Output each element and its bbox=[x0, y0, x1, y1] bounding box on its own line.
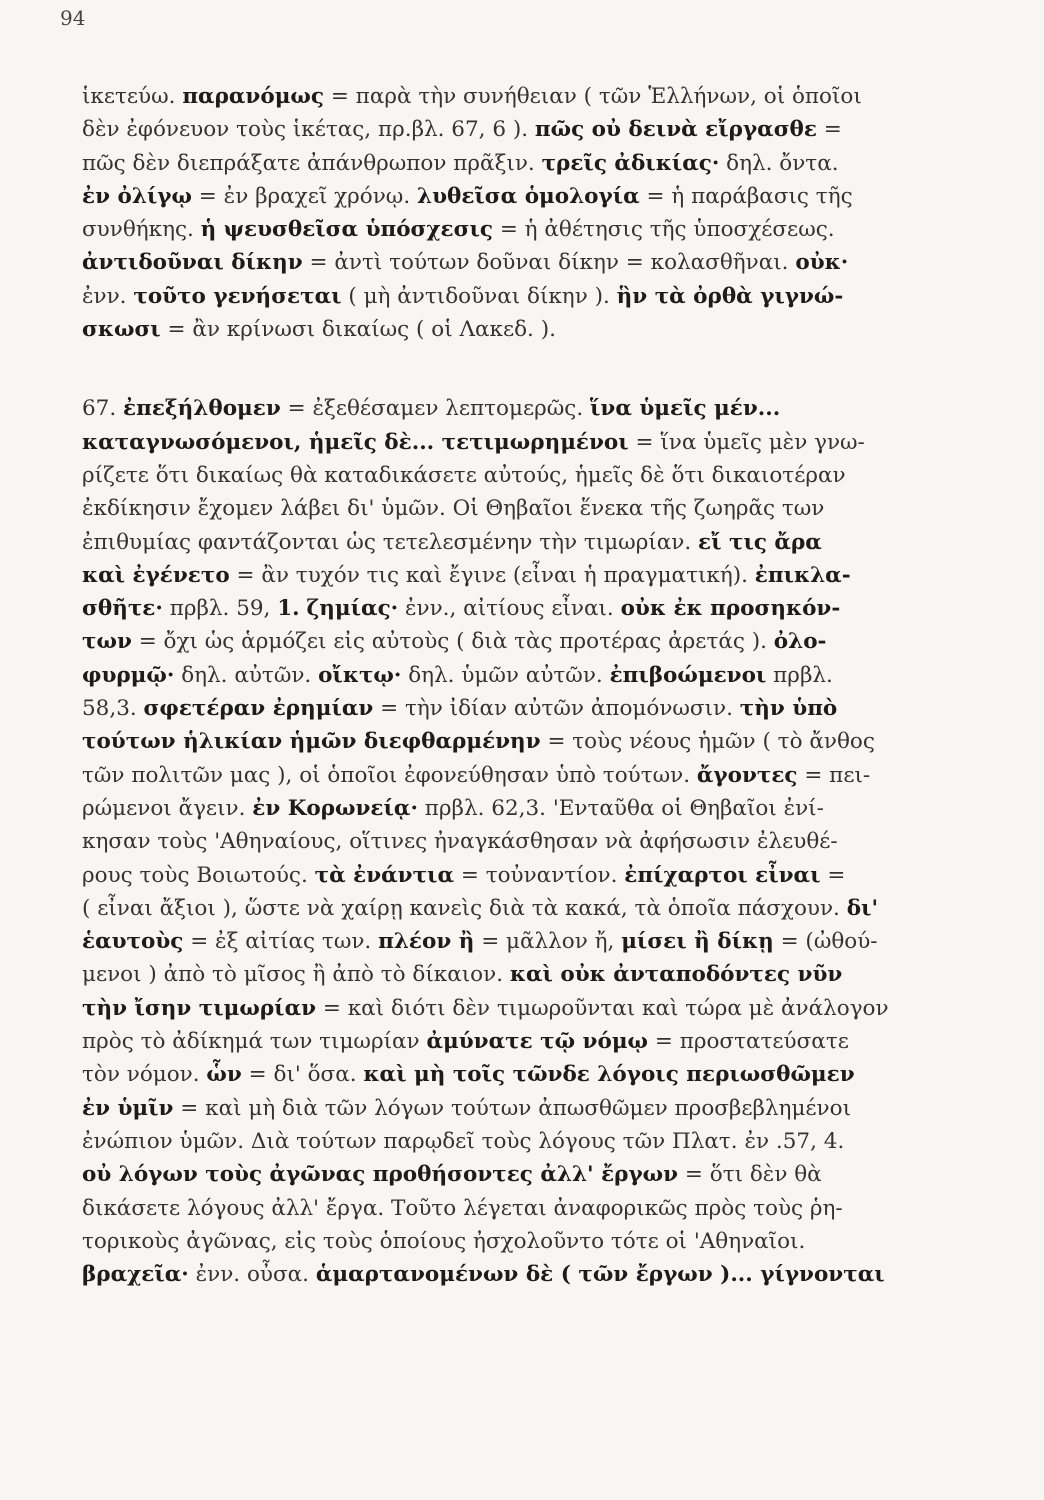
gloss-text: ἐνν., αἰτίους εἶναι. bbox=[398, 596, 621, 622]
text-line bbox=[82, 725, 962, 758]
gloss-text: ρίζετε ὅτι δικαίως θὰ καταδικάσετε αὐτούς, ἡμεῖς δὲ ὅτι δικαιοτέραν bbox=[82, 462, 846, 488]
text-line bbox=[82, 280, 962, 313]
page-number: 94 bbox=[60, 6, 86, 30]
lemma-bold: ἀμύνατε τῷ νόμῳ bbox=[426, 1029, 649, 1055]
gloss-text: = δι' ὅσα. bbox=[241, 1062, 364, 1088]
gloss-text: = (ὠθού- bbox=[773, 929, 878, 955]
lemma-bold: 1. bbox=[277, 596, 300, 622]
gloss-text: πρβλ. 59, bbox=[162, 596, 278, 622]
gloss-text: ρους τοὺς Βοιωτούς. bbox=[82, 862, 315, 888]
lemma-bold: ἐν Κορωνείᾳ· bbox=[252, 795, 418, 821]
gloss-text: = ἂν τυχόν τις καὶ ἔγινε (εἶναι ἡ πραγματική). bbox=[229, 562, 755, 588]
text-line bbox=[82, 246, 962, 279]
text-line bbox=[82, 147, 962, 180]
text-line bbox=[82, 692, 962, 725]
gloss-text: τὸν νόμον. bbox=[82, 1062, 207, 1088]
gloss-text: = ἵνα ὑμεῖς μὲν γνω- bbox=[628, 429, 865, 455]
lemma-bold: ὧν bbox=[206, 1062, 242, 1088]
text-line bbox=[82, 459, 962, 492]
gloss-text: = καὶ διότι δὲν τιμωροῦνται καὶ τώρα μὲ ἀνάλογον bbox=[316, 995, 889, 1021]
lemma-bold: καὶ μὴ τοῖς τῶνδε λόγοις περιωσθῶμεν bbox=[363, 1062, 855, 1088]
gloss-text: πρβλ. 62,3. 'Ενταῦθα οἱ Θηβαῖοι ἐνί- bbox=[417, 795, 824, 821]
gloss-text: = ἡ παράβασις τῆς bbox=[639, 183, 853, 209]
text-line bbox=[82, 1158, 962, 1191]
gloss-text: 58,3. bbox=[82, 696, 144, 722]
text-line bbox=[82, 825, 962, 858]
text-line bbox=[82, 213, 962, 246]
gloss-text: ἱκετεύω. bbox=[82, 84, 183, 109]
lemma-bold: τοῦτο γενήσεται bbox=[133, 283, 342, 309]
gloss-text: = ὅτι δὲν θὰ bbox=[678, 1162, 822, 1188]
lemma-bold: καὶ ἐγένετο bbox=[82, 562, 230, 588]
gloss-text: ἐνν. bbox=[82, 283, 134, 309]
gloss-text: = ἡ ἀθέτησις τῆς ὑποσχέσεως. bbox=[492, 217, 835, 243]
lemma-bold: ἁμαρτανομένων δὲ ( τῶν ἔργων )... γίγνονται bbox=[315, 1262, 885, 1288]
gloss-text: δὲν ἐφόνευον τοὺς ἱκέτας, πρ.βλ. 67, 6 ). bbox=[82, 117, 535, 143]
gloss-text: = πει- bbox=[797, 762, 871, 788]
gloss-text: συνθήκης. bbox=[82, 217, 201, 243]
gloss-text bbox=[300, 596, 307, 621]
gloss-text: δηλ. ὑμῶν αὐτῶν. bbox=[401, 662, 610, 688]
lemma-bold: ἑαυτοὺς bbox=[82, 929, 184, 955]
lemma-bold: σφετέραν ἐρημίαν bbox=[143, 696, 374, 722]
gloss-text: ἐκδίκησιν ἔχομεν λάβει δι' ὑμῶν. Οἱ Θηβαῖοι ἕνεκα τῆς ζωηρᾶς των bbox=[82, 496, 825, 522]
lemma-bold: σθῆτε· bbox=[82, 596, 163, 622]
gloss-text: = ἐξεθέσαμεν λεπτομερῶς. bbox=[280, 396, 590, 422]
lemma-bold: ὀλο- bbox=[773, 629, 827, 655]
lemma-bold: ἐπεξήλθομεν bbox=[123, 396, 281, 422]
commentary-paragraph-67 bbox=[82, 392, 962, 1291]
gloss-text: δηλ. ὄντα. bbox=[719, 150, 839, 176]
gloss-text: = τὴν ἰδίαν αὐτῶν ἀπομόνωσιν. bbox=[373, 696, 740, 722]
text-line bbox=[82, 392, 962, 425]
text-line bbox=[82, 659, 962, 692]
text-line bbox=[82, 1192, 962, 1225]
gloss-text: ( εἶναι ἄξιοι ), ὥστε νὰ χαίρῃ κανεὶς διὰ τὰ κακά, τὰ ὁποῖα πάσχουν. bbox=[82, 895, 847, 921]
lemma-bold: τούτων ἡλικίαν ἡμῶν διεφθαρμένην bbox=[82, 729, 541, 755]
lemma-bold: σκωσι bbox=[82, 317, 161, 343]
lemma-bold: τὴν ὑπὸ bbox=[739, 696, 838, 722]
lemma-bold: βραχεῖα· bbox=[82, 1262, 189, 1288]
lemma-bold: ἐν ὀλίγῳ bbox=[82, 183, 192, 209]
gloss-text: = ἐξ αἰτίας των. bbox=[183, 929, 379, 955]
gloss-text: ἐνν. οὖσα. bbox=[188, 1262, 316, 1288]
gloss-text: πῶς δὲν διεπράξατε ἀπάνθρωπον πρᾶξιν. bbox=[82, 150, 542, 176]
gloss-text: = τοὐναντίον. bbox=[454, 862, 625, 888]
lemma-bold: τρεῖς ἀδικίας· bbox=[541, 150, 720, 176]
text-line bbox=[82, 80, 962, 113]
text-line bbox=[82, 759, 962, 792]
gloss-text: δηλ. αὐτῶν. bbox=[174, 662, 319, 688]
lemma-bold: ἄγοντες bbox=[696, 762, 798, 788]
text-line bbox=[82, 625, 962, 658]
text-line bbox=[82, 426, 962, 459]
lemma-bold: καταγνωσόμενοι, ἡμεῖς δὲ... τετιμωρημένοι bbox=[82, 429, 629, 455]
text-line bbox=[82, 313, 962, 346]
gloss-text: ἐνώπιον ὑμῶν. Διὰ τούτων παρῳδεῖ τοὺς λόγους τῶν Πλατ. ἐν .57, 4. bbox=[82, 1128, 845, 1154]
gloss-text: = παρὰ τὴν συνήθειαν ( τῶν Ἑλλήνων, οἱ ὁποῖοι bbox=[324, 84, 862, 109]
commentary-paragraph-1 bbox=[82, 80, 962, 346]
lemma-bold: ζημίας· bbox=[306, 596, 399, 622]
gloss-text: = μᾶλλον ἤ, bbox=[474, 929, 622, 955]
lemma-bold: πλέον ἢ bbox=[378, 929, 475, 955]
lemma-bold: μίσει ἢ δίκῃ bbox=[621, 929, 774, 955]
gloss-text: 67. bbox=[82, 396, 124, 422]
lemma-bold: ἐπικλα- bbox=[754, 562, 851, 588]
text-line bbox=[82, 1058, 962, 1091]
lemma-bold: των bbox=[82, 629, 132, 655]
commentary-text bbox=[82, 80, 962, 1291]
text-line bbox=[82, 526, 962, 559]
lemma-bold: τὴν ἴσην τιμωρίαν bbox=[82, 995, 317, 1021]
gloss-text: = bbox=[816, 117, 842, 143]
lemma-bold: ἣν τὰ ὀρθὰ γιγνώ- bbox=[616, 283, 844, 309]
lemma-bold: οὐκ ἐκ προσηκόν- bbox=[620, 596, 841, 622]
text-line bbox=[82, 1025, 962, 1058]
lemma-bold: ἐπιβοώμενοι bbox=[609, 662, 767, 688]
gloss-text: = ἀντὶ τούτων δοῦναι δίκην = κολασθῆναι. bbox=[302, 250, 796, 276]
lemma-bold: ἐν ὑμῖν bbox=[82, 1095, 174, 1121]
gloss-text: = ἐν βραχεῖ χρόνῳ. bbox=[191, 183, 417, 209]
gloss-text: = bbox=[820, 862, 846, 888]
gloss-text: = τοὺς νέους ἡμῶν ( τὸ ἄνθος bbox=[540, 729, 875, 755]
text-line bbox=[82, 1125, 962, 1158]
text-line bbox=[82, 1258, 962, 1291]
lemma-bold: ἐπίχαρτοι εἶναι bbox=[624, 862, 821, 888]
lemma-bold: δι' bbox=[846, 895, 879, 921]
lemma-bold: ἵνα ὑμεῖς μέν... bbox=[590, 396, 781, 422]
lemma-bold: ἀντιδοῦναι δίκην bbox=[82, 250, 303, 276]
text-line bbox=[82, 113, 962, 146]
gloss-text: τορικοὺς ἀγῶνας, εἰς τοὺς ὁποίους ἠσχολοῦντο τότε οἱ 'Αθηναῖοι. bbox=[82, 1228, 806, 1254]
gloss-text: ( μὴ ἀντιδοῦναι δίκην ). bbox=[341, 283, 617, 309]
lemma-bold: παρανόμως bbox=[182, 84, 324, 109]
gloss-text: πρὸς τὸ ἀδίκημά των τιμωρίαν bbox=[82, 1029, 427, 1055]
gloss-text: μενοι ) ἀπὸ τὸ μῖσος ἢ ἀπὸ τὸ δίκαιον. bbox=[82, 962, 510, 988]
gloss-text: = ἂν κρίνωσι δικαίως ( οἱ Λακεδ. ). bbox=[160, 317, 556, 343]
paragraph-gap bbox=[82, 346, 962, 392]
text-line bbox=[82, 492, 962, 525]
lemma-bold: λυθεῖσα ὁμολογία bbox=[417, 183, 640, 209]
gloss-text: κησαν τοὺς 'Αθηναίους, οἵτινες ἠναγκάσθησαν νὰ ἀφήσωσιν ἐλευθέ- bbox=[82, 829, 838, 855]
gloss-text: δικάσετε λόγους ἀλλ' ἔργα. Τοῦτο λέγεται ἀναφορικῶς πρὸς τοὺς ῥη- bbox=[82, 1195, 843, 1221]
text-line bbox=[82, 592, 962, 625]
gloss-text: = προστατεύσατε bbox=[648, 1029, 849, 1055]
gloss-text: πρβλ. bbox=[766, 662, 833, 688]
text-line bbox=[82, 792, 962, 825]
text-line bbox=[82, 859, 962, 892]
gloss-text: ρώμενοι ἄγειν. bbox=[82, 795, 253, 821]
lemma-bold: ἡ ψευσθεῖσα ὑπόσχεσις bbox=[200, 217, 493, 243]
lemma-bold: φυρμῷ· bbox=[82, 662, 175, 688]
gloss-text: ἐπιθυμίας φαντάζονται ὡς τετελεσμένην τὴν τιμωρίαν. bbox=[82, 529, 699, 555]
text-line bbox=[82, 892, 962, 925]
text-line bbox=[82, 180, 962, 213]
gloss-text: = καὶ μὴ διὰ τῶν λόγων τούτων ἀπωσθῶμεν προσβεβλημένοι bbox=[173, 1095, 851, 1121]
lemma-bold: οὐ λόγων τοὺς ἀγῶνας προθήσοντες ἀλλ' ἔργων bbox=[82, 1162, 679, 1188]
lemma-bold: καὶ οὐκ ἀνταποδόντες νῦν bbox=[509, 962, 843, 988]
gloss-text: = ὄχι ὡς ἁρμόζει εἰς αὐτοὺς ( διὰ τὰς προτέρας ἀρετάς ). bbox=[131, 629, 774, 655]
gloss-text: τῶν πολιτῶν μας ), οἱ ὁποῖοι ἐφονεύθησαν ὑπὸ τούτων. bbox=[82, 762, 697, 788]
text-line bbox=[82, 559, 962, 592]
text-line bbox=[82, 958, 962, 991]
text-line bbox=[82, 1092, 962, 1125]
text-line bbox=[82, 992, 962, 1025]
text-line bbox=[82, 925, 962, 958]
lemma-bold: οἴκτῳ· bbox=[318, 662, 402, 688]
lemma-bold: οὐκ· bbox=[795, 250, 849, 276]
lemma-bold: τὰ ἐνάντια bbox=[314, 862, 455, 888]
text-line bbox=[82, 1225, 962, 1258]
lemma-bold: πῶς οὐ δεινὰ εἴργασθε bbox=[534, 117, 817, 143]
lemma-bold: εἴ τις ἄρα bbox=[698, 529, 822, 555]
